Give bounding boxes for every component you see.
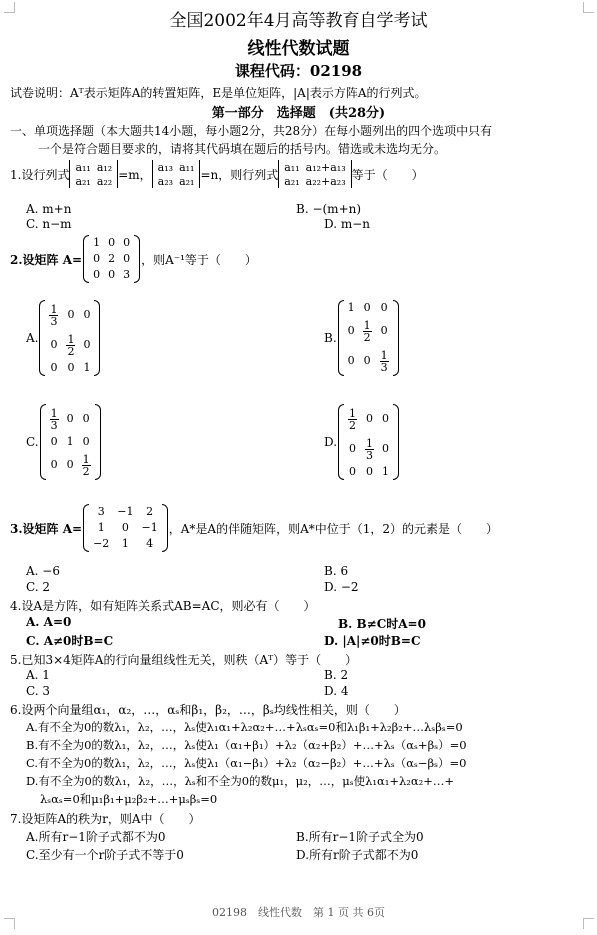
page-footer: 02198 线性代数 第 1 页 共 6页 [212, 906, 385, 919]
q1-lead: 1.设行列式 [10, 167, 70, 182]
exam-title: 全国2002年4月高等教育自学考试 [169, 11, 428, 31]
q2-label-c: C. [26, 435, 39, 449]
q5-stem: 5.已知3×4矩阵A的行向量组线性无关，则秩（Aᵀ）等于（ ） [10, 653, 358, 667]
q7-stem: 7.设矩阵A的秩为r，则A中（ ） [10, 812, 201, 826]
q3-option-d: D. −2 [324, 580, 359, 594]
part1-title: 第一部分 选择题 (共28分) [211, 106, 386, 121]
q3-lead: 3.设矩阵 A= [10, 521, 83, 536]
q2-option-d [324, 404, 400, 480]
q1-determinant-n: a₁₃ a₁₁ a₂₃ a₂₁ [152, 160, 201, 188]
q3-option-b: B. 6 [324, 564, 349, 578]
q2-lead: 2.设矩阵 A= [10, 252, 83, 267]
section-title-line2: 一个是符合题目要求的，请将其代码填在题后的括号内。错选或未选均无分。 [38, 142, 447, 156]
q1-determinant-target: a₁₁ a₁₂+a₁₃ a₂₁ a₂₂+a₂₃ [278, 160, 351, 188]
q4-option-d: D. |A|≠0时B=C [324, 634, 421, 648]
q2-tail: ，则A⁻¹等于（ ） [141, 252, 257, 267]
q6-stem: 6.设两个向量组α₁，α₂，…，αₛ和β₁，β₂，…，βₛ均线性相关，则（ ） [10, 703, 406, 717]
subject-title: 线性代数试题 [247, 39, 350, 59]
q7-option-b: B.所有r−1阶子式全为0 [296, 830, 424, 844]
q4-stem: 4.设A是方阵，如有矩阵关系式AB=AC，则必有（ ） [10, 599, 316, 613]
q3-matrix-a: 3 −1 2 1 0 −1 −2 1 4 [83, 504, 168, 552]
section-title-line1: 一、单项选择题（本大题共14小题，每小题2分，共28分）在每小题列出的四个选项中只有 [10, 124, 493, 138]
q5-option-b: B. 2 [324, 668, 349, 682]
q5-option-a: A. 1 [26, 668, 50, 682]
q1-option-b: B. −(m+n) [296, 202, 362, 216]
exam-instructions: 试卷说明：Aᵀ表示矩阵A的转置矩阵，E是单位矩阵，|A|表示方阵A的行列式。 [10, 86, 427, 100]
q2-stem [10, 235, 257, 283]
q5-option-d: D. 4 [324, 684, 349, 698]
q6-option-d-line2: λₛαₛ=0和μ₁β₁+μ₂β₂+…+μₛβₛ=0 [40, 792, 218, 806]
q1-option-d: D. m−n [324, 217, 370, 231]
q2-matrix-option-a: $\frac{1}{3}$ 0 0 0 $\frac{1}{2}$ 0 0 0 1 [39, 300, 100, 376]
q2-matrix-a: 1 0 0 0 2 0 0 0 3 [83, 235, 140, 283]
q4-option-c: C. A≠0时B=C [26, 634, 114, 648]
q2-option-c [26, 404, 102, 480]
q1-option-a: A. m+n [26, 202, 72, 216]
q6-option-c: C.有不全为0的数λ₁，λ₂，…，λₛ使λ₁（α₁−β₁）+λ₂（α₂−β₂）+…+λₛ（αₛ−βₛ）=0 [26, 756, 467, 770]
q1-stem [10, 160, 424, 188]
q7-option-c: C.至少有一个r阶子式不等于0 [26, 848, 184, 862]
q1-tail: 等于（ ） [351, 167, 424, 182]
q7-option-d: D.所有r阶子式都不为0 [296, 848, 419, 862]
q3-tail: ，A*是A的伴随矩阵，则A*中位于（1，2）的元素是（ ） [168, 521, 499, 536]
q2-label-d: D. [324, 435, 338, 449]
q3-option-c: C. 2 [26, 580, 51, 594]
q2-label-b: B. [324, 331, 337, 345]
q3-option-a: A. −6 [26, 564, 60, 578]
q2-matrix-option-d: $\frac{1}{2}$ 0 0 0 $\frac{1}{3}$ 0 0 0 1 [338, 404, 399, 480]
q2-option-a [26, 300, 101, 376]
q6-option-b: B.有不全为0的数λ₁，λ₂，…，λₛ使λ₁（α₁+β₁）+λ₂（α₂+β₂）+…+λₛ（αₛ+βₛ）=0 [26, 738, 467, 752]
course-code: 课程代码：02198 [234, 62, 363, 80]
q1-determinant-m: a₁₁ a₁₂ a₂₁ a₂₂ [69, 160, 118, 188]
q1-option-c: C. n−m [26, 217, 72, 231]
q6-option-a: A.有不全为0的数λ₁，λ₂，…，λₛ使λ₁α₁+λ₂α₂+…+λₛαₛ=0和λ₁β₁+λ₂β₂+…λₛβₛ=0 [26, 720, 463, 734]
q7-option-a: A.所有r−1阶子式都不为0 [26, 830, 166, 844]
q3-stem [10, 504, 498, 552]
q4-option-a: A. A=0 [26, 615, 72, 629]
q4-option-b: B. B≠C时A=0 [338, 617, 426, 631]
q2-matrix-option-c: $\frac{1}{3}$ 0 0 0 1 0 0 0 $\frac{1}{2}$ [40, 404, 101, 480]
q6-option-d-line1: D.有不全为0的数λ₁，λ₂，…，λₛ和不全为0的数μ₁，μ₂，…，μₛ使λ₁α₁+λ₂α₂+…+ [26, 774, 455, 788]
q1-eq-n: =n，则行列式 [200, 167, 279, 182]
q1-eq-m: =m， [118, 167, 152, 182]
q2-label-a: A. [26, 331, 39, 345]
q5-option-c: C. 3 [26, 684, 51, 698]
q2-option-b [324, 300, 400, 376]
q2-matrix-option-b: 1 0 0 0 $\frac{1}{2}$ 0 0 0 $\frac{1}{3}$ [338, 300, 399, 376]
